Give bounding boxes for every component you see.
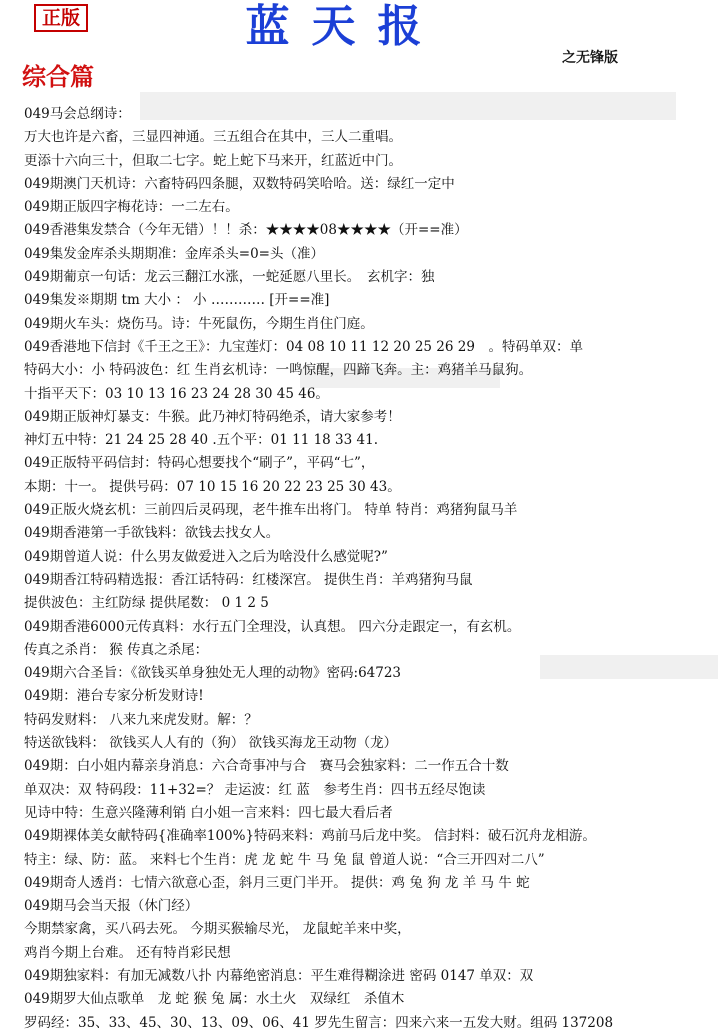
text-line: 049期香江特码精选报：香江话特码：红楼深宫。 提供生肖：羊鸡猪狗马鼠 bbox=[24, 571, 473, 588]
text-line: 049期裸体美女献特码{准确率100%}特码来料：鸡前马后龙中奖。 信封料：破石沉舟龙相游。 bbox=[24, 828, 596, 845]
text-line: 见诗中特：生意兴隆薄利销 白小姐一言来料：四七最大看后者 bbox=[24, 804, 393, 821]
text-line: 049期奇人透肖：七情六欲意心歪，斜月三更门半开。 提供：鸡 兔 狗 龙 羊 马 牛 蛇 bbox=[24, 874, 530, 891]
text-line: 049期正版神灯暴支：牛猴。此乃神灯特码绝杀，请大家参考！ bbox=[24, 408, 401, 425]
text-line: 今期禁家禽，买八码去死。 今期买猴输尽光， 龙鼠蛇羊来中奖， bbox=[24, 921, 411, 938]
text-line: 049正版特平码信封：特码心想要找个“刷子”，平码“七”， bbox=[24, 455, 375, 472]
text-line: 049期葡京一句话：龙云三翻江水涨，一蛇延愿八里长。 玄机字：独 bbox=[24, 269, 435, 286]
text-line: 049期罗大仙点歌单 龙 蛇 猴 兔 属：水土火 双绿红 杀值木 bbox=[24, 991, 405, 1008]
text-line: 049集发※期期 tm 大小 ： 小 ………… [开==准] bbox=[24, 292, 330, 309]
text-line: 049期曾道人说：什么男友做爱进入之后为啥没什么感觉呢?” bbox=[24, 548, 388, 565]
text-line: 049香港集发禁合（今年无错）！！杀：★★★★08★★★★（开==准） bbox=[24, 222, 468, 239]
text-line: 罗码经：35、33、45、30、13、09、06、41 罗先生留言：四来六来一五发大财。组码 137208 bbox=[24, 1014, 614, 1031]
text-line: 049期独家料：有加无减数八扑 内幕绝密消息：平生难得糊涂进 密码 0147 单双：双 bbox=[24, 967, 534, 984]
text-line: 049期：港台专家分析发财诗! bbox=[24, 688, 204, 705]
text-line: 049期香港第一手欲钱料：欲钱去找女人。 bbox=[24, 525, 280, 542]
text-line: 049期火车头：烧伤马。诗：牛死鼠伤，今期生肖住门庭。 bbox=[24, 315, 374, 332]
text-line: 049香港地下信封《千王之王》：九宝莲灯：04 08 10 11 12 20 25 26 29 。特码单双：单 bbox=[24, 338, 583, 355]
text-line: 单双决：双 特码段：11+32=？ 走运波：红 蓝 参考生肖：四书五经尽饱读 bbox=[24, 781, 486, 798]
text-line: 049期澳门天机诗：六畜特码四条腿，双数特码笑哈哈。送：绿红一定中 bbox=[24, 175, 455, 192]
text-line: 049正版火烧玄机：三前四后灵码现，老牛推车出将门。 特单 特肖：鸡猪狗鼠马羊 bbox=[24, 502, 518, 519]
section-heading: 综合篇 bbox=[22, 62, 94, 91]
text-line: 049马会总纲诗： bbox=[24, 106, 131, 122]
text-line: 特主：绿、防：蓝。 来料七个生肖：虎 龙 蛇 牛 马 兔 鼠 曾道人说：“合三开四对二八” bbox=[24, 851, 545, 868]
text-line: 049期正版四字梅花诗：一二左右。 bbox=[24, 199, 239, 216]
text-line: 提供波色：主红防绿 提供尾数： 0 1 2 5 bbox=[24, 595, 269, 612]
text-line: 特码发财料： 八来九来虎发财。解：？ bbox=[24, 711, 258, 728]
text-line: 传真之杀肖： 猴 传真之杀尾： bbox=[24, 641, 209, 658]
text-line: 特送欲钱料： 欲钱买人人有的（狗） 欲钱买海龙王动物（龙） bbox=[24, 735, 398, 752]
text-line: 049期：白小姐内幕亲身消息：六合奇事冲与合 赛马会独家料：二一作五合十数 bbox=[24, 758, 509, 775]
text-line: 神灯五中特：21 24 25 28 40 .五个平：01 11 18 33 41. bbox=[24, 432, 378, 449]
authentic-badge: 正版 bbox=[34, 4, 88, 32]
text-line: 049集发金库杀头期期准：金库杀头=0=头（准） bbox=[24, 245, 324, 262]
text-line: 049期马会当天报（休门经） bbox=[24, 898, 199, 915]
text-line: 049期香港6000元传真料：水行五门全理没，认真想。 四六分走跟定一，有玄机。 bbox=[24, 618, 521, 635]
page-title: 蓝天报 bbox=[245, 1, 444, 52]
edition-label: 之无锋版 bbox=[562, 50, 618, 66]
text-line: 万大也许是六畜，三显四神通。三五组合在其中，三人二重唱。 bbox=[24, 129, 402, 146]
text-line: 049期六合圣旨：《欲钱买单身独处无人理的动物》密码:64723 bbox=[24, 665, 402, 682]
content-body bbox=[24, 103, 714, 1035]
text-line: 本期：十一。 提供号码：07 10 15 16 20 22 23 25 30 43。 bbox=[24, 478, 401, 495]
text-line: 鸡肖今期上台难。 还有特肖彩民想 bbox=[24, 944, 231, 961]
text-line: 特码大小：小 特码波色：红 生肖玄机诗：一鸣惊醒，四蹄飞奔。主：鸡猪羊马鼠狗。 bbox=[24, 362, 533, 379]
text-line: 十指平天下：03 10 13 16 23 24 28 30 45 46。 bbox=[24, 385, 329, 402]
text-line: 更添十六向三十，但取二七字。蛇上蛇下马来开，红蓝近中门。 bbox=[24, 152, 402, 169]
